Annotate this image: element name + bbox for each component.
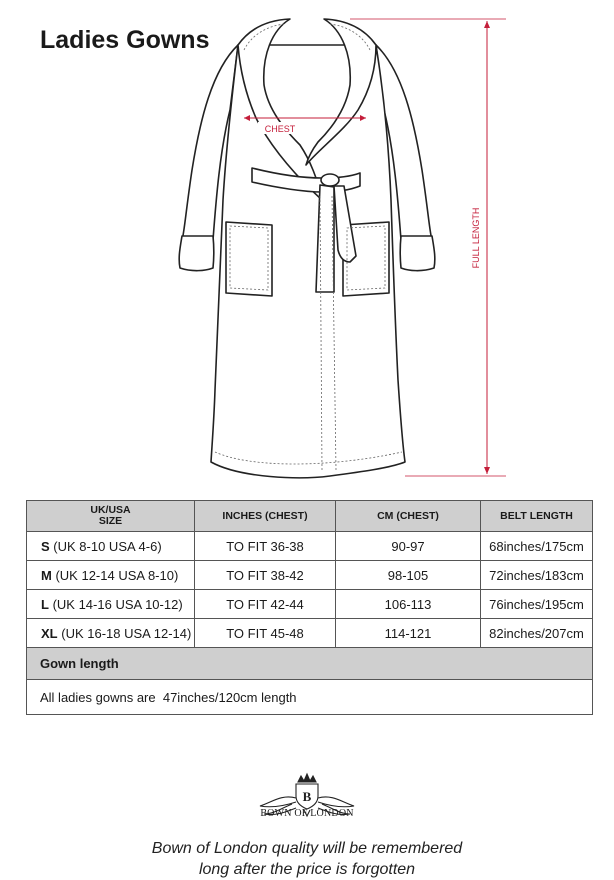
- size-detail: (UK 14-16 USA 10-12): [52, 596, 183, 612]
- size-cell: [27, 561, 195, 590]
- inches-cell: TO FIT 36-38: [195, 532, 336, 561]
- size-detail: (UK 8-10 USA 4-6): [53, 538, 162, 554]
- header-belt: BELT LENGTH: [481, 501, 593, 532]
- belt-cell: 76inches/195cm: [481, 590, 593, 619]
- size-table-header: [27, 501, 593, 532]
- size-cell: [27, 619, 195, 648]
- tagline-line-2: long after the price is forgotten: [198, 861, 416, 878]
- tagline: [0, 838, 614, 880]
- size-code: M: [41, 567, 52, 583]
- gown-length-note: All ladies gowns are 47inches/120cm length: [27, 680, 593, 715]
- table-row: [27, 590, 593, 619]
- size-detail: (UK 12-14 USA 8-10): [55, 567, 179, 583]
- gown-outline: [179, 19, 435, 478]
- header-inches: INCHES (CHEST): [195, 501, 336, 532]
- cm-cell: 90-97: [336, 532, 481, 561]
- table-row: [27, 532, 593, 561]
- size-cell: [27, 532, 195, 561]
- gown-length-note-row: [27, 680, 593, 715]
- size-cell: [27, 590, 195, 619]
- belt-cell: 82inches/207cm: [481, 619, 593, 648]
- cm-cell: 114-121: [336, 619, 481, 648]
- belt-cell: 68inches/175cm: [481, 532, 593, 561]
- brand-name: BOWN OF LONDON: [260, 808, 354, 819]
- table-row: [27, 619, 593, 648]
- inches-cell: TO FIT 38-42: [195, 561, 336, 590]
- page-title: Ladies Gowns: [40, 26, 210, 54]
- inches-cell: TO FIT 42-44: [195, 590, 336, 619]
- belt-cell: 72inches/183cm: [481, 561, 593, 590]
- size-code: XL: [41, 625, 58, 641]
- header-cm: CM (CHEST): [336, 501, 481, 532]
- inches-cell: TO FIT 45-48: [195, 619, 336, 648]
- chest-label: CHEST: [264, 124, 296, 134]
- size-detail: (UK 16-18 USA 12-14): [61, 625, 192, 641]
- table-row: [27, 561, 593, 590]
- cm-cell: 106-113: [336, 590, 481, 619]
- size-table: [26, 500, 593, 715]
- gown-length-title: Gown length: [27, 648, 593, 680]
- cm-cell: 98-105: [336, 561, 481, 590]
- full-length-label: FULL LENGTH: [471, 207, 481, 269]
- gown-length-section: [27, 648, 593, 680]
- size-code: S: [41, 538, 50, 554]
- tagline-line-1: Bown of London quality will be remembered: [151, 840, 463, 857]
- size-code: L: [41, 596, 49, 612]
- header-size: UK/USA SIZE: [27, 501, 195, 532]
- crest-letter: B: [302, 789, 312, 804]
